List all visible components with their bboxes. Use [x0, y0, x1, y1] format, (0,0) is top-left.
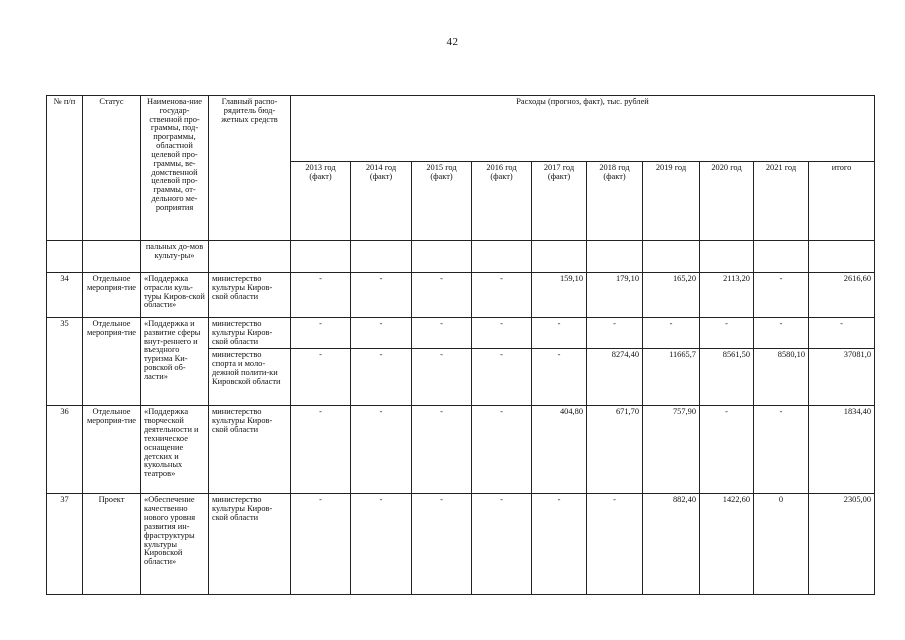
value-cell: 404,80: [532, 406, 587, 494]
header-year: 2016 год (факт): [472, 162, 532, 241]
header-row: [47, 96, 875, 162]
value-cell: -: [754, 406, 809, 494]
value-cell: -: [587, 494, 643, 595]
value-cell: -: [754, 318, 809, 349]
value-cell: -: [472, 318, 532, 349]
value-cell: -: [472, 406, 532, 494]
value-cell: 11665,7: [643, 349, 700, 406]
value-cell: -: [291, 349, 351, 406]
row-name: «Поддержка творческой деятельности и техническое оснащение детских и кукольных театров»: [141, 406, 209, 494]
value-cell: -: [291, 273, 351, 318]
row-manager: министерство спорта и моло-дежной полити-ки Кировской области: [209, 349, 291, 406]
total-cell: 37081,0: [809, 349, 875, 406]
row-status: Отдельное мероприя-тие: [83, 318, 141, 406]
value-cell: -: [754, 273, 809, 318]
value-cell: -: [412, 273, 472, 318]
page-number: 42: [446, 36, 459, 48]
header-year: 2019 год: [643, 162, 700, 241]
row-manager: министерство культуры Киров-ской области: [209, 318, 291, 349]
value-cell: 1422,60: [700, 494, 754, 595]
value-cell: 8274,40: [587, 349, 643, 406]
value-cell: -: [291, 494, 351, 595]
value-cell: 671,70: [587, 406, 643, 494]
header-num: № п/п: [47, 96, 83, 241]
table-row: [47, 318, 875, 349]
continuation-name: пальных до-мов культу-ры»: [141, 241, 209, 273]
value-cell: 757,90: [643, 406, 700, 494]
value-cell: -: [643, 318, 700, 349]
row-num: 37: [47, 494, 83, 595]
header-manager: Главный распо-рядитель бюд-жетных средств: [209, 96, 291, 241]
value-cell: -: [532, 318, 587, 349]
total-cell: 2305,00: [809, 494, 875, 595]
header-year: 2015 год (факт): [412, 162, 472, 241]
table-row: [47, 494, 875, 595]
value-cell: -: [291, 406, 351, 494]
header-year: 2021 год: [754, 162, 809, 241]
value-cell: -: [472, 273, 532, 318]
value-cell: 8561,50: [700, 349, 754, 406]
value-cell: -: [700, 318, 754, 349]
value-cell: -: [532, 494, 587, 595]
value-cell: -: [587, 318, 643, 349]
row-name: «Поддержка и развитие сферы внут-реннего и въездного туризма Ки-ровской об-ласти»: [141, 318, 209, 406]
header-year: 2013 год (факт): [291, 162, 351, 241]
total-cell: 1834,40: [809, 406, 875, 494]
value-cell: -: [351, 318, 412, 349]
value-cell: -: [291, 318, 351, 349]
value-cell: 165,20: [643, 273, 700, 318]
value-cell: -: [412, 494, 472, 595]
header-total: итого: [809, 162, 875, 241]
row-num: 36: [47, 406, 83, 494]
table-row: [47, 406, 875, 494]
header-expenses: Расходы (прогноз, факт), тыс. рублей: [291, 96, 875, 162]
row-manager: министерство культуры Киров-ской области: [209, 494, 291, 595]
value-cell: 882,40: [643, 494, 700, 595]
value-cell: 8580,10: [754, 349, 809, 406]
expenses-table: [46, 95, 875, 595]
value-cell: -: [472, 349, 532, 406]
value-cell: -: [472, 494, 532, 595]
header-year: 2014 год (факт): [351, 162, 412, 241]
value-cell: -: [532, 349, 587, 406]
value-cell: 179,10: [587, 273, 643, 318]
header-name: Наименова-ние государ-ственной про-граммы, под-программы, областной целевой про-граммы, ве-домственной целевой про-граммы, от-дельного ме-роприятия: [141, 96, 209, 241]
value-cell: 0: [754, 494, 809, 595]
value-cell: -: [412, 406, 472, 494]
value-cell: -: [351, 406, 412, 494]
row-name: «Обеспечение качественно нового уровня развития ин-фраструктуры культуры Кировской области»: [141, 494, 209, 595]
row-num: 35: [47, 318, 83, 406]
row-num: 34: [47, 273, 83, 318]
total-cell: 2616,60: [809, 273, 875, 318]
row-status: Отдельное мероприя-тие: [83, 406, 141, 494]
value-cell: -: [412, 349, 472, 406]
total-cell: -: [809, 318, 875, 349]
value-cell: 159,10: [532, 273, 587, 318]
row-status: Проект: [83, 494, 141, 595]
row-manager: министерство культуры Киров-ской области: [209, 273, 291, 318]
row-manager: министерство культуры Киров-ской области: [209, 406, 291, 494]
value-cell: 2113,20: [700, 273, 754, 318]
header-year: 2017 год (факт): [532, 162, 587, 241]
value-cell: -: [351, 494, 412, 595]
header-status: Статус: [83, 96, 141, 241]
value-cell: -: [351, 273, 412, 318]
row-name: «Поддержка отрасли куль-туры Киров-ской области»: [141, 273, 209, 318]
header-year: 2018 год (факт): [587, 162, 643, 241]
value-cell: -: [351, 349, 412, 406]
row-status: Отдельное мероприя-тие: [83, 273, 141, 318]
table-row: [47, 273, 875, 318]
table-row: [47, 241, 875, 273]
header-year: 2020 год: [700, 162, 754, 241]
value-cell: -: [700, 406, 754, 494]
value-cell: -: [412, 318, 472, 349]
